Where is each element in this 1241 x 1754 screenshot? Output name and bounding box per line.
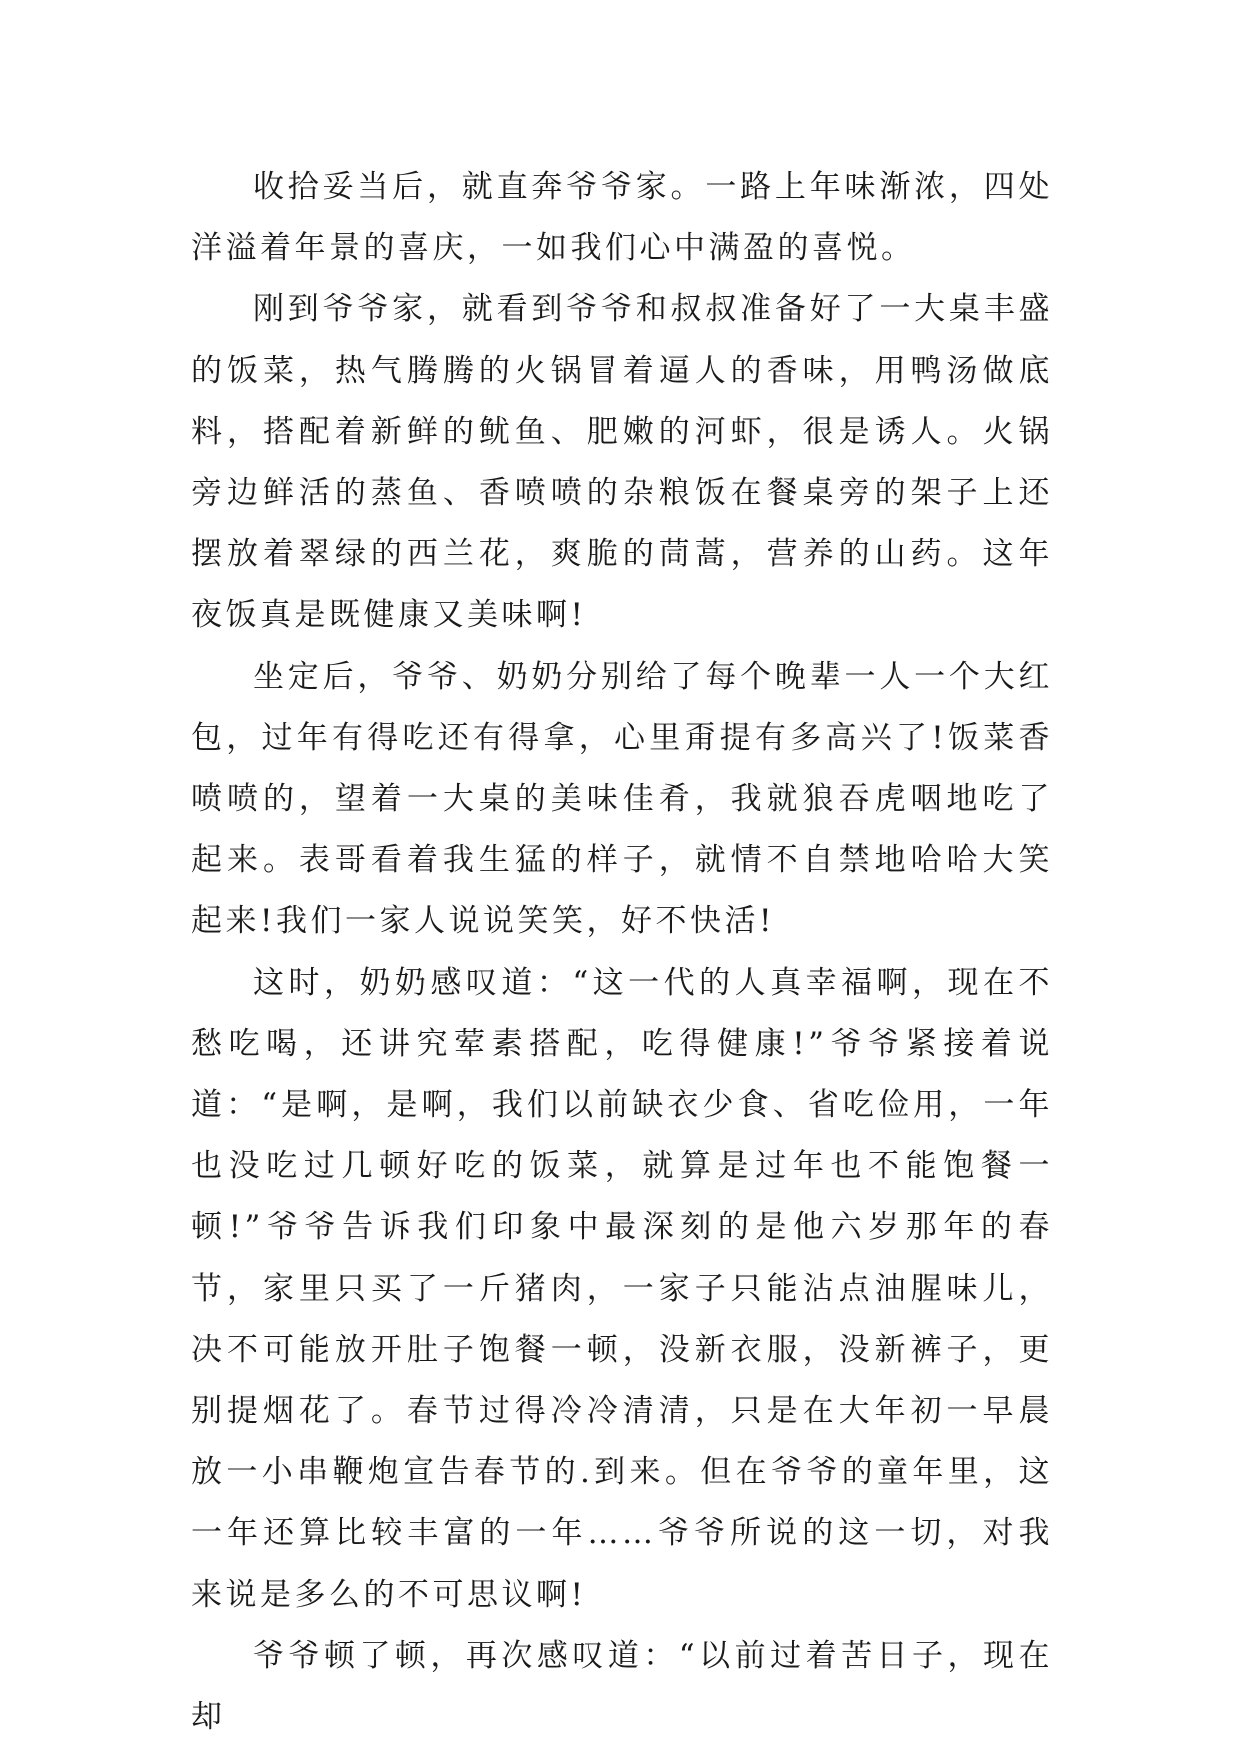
- document-body: [191, 157, 1053, 1748]
- paragraph: 刚到爷爷家，就看到爷爷和叔叔准备好了一大桌丰盛的饭菜，热气腾腾的火锅冒着逼人的香味，用鸭汤做底料，搭配着新鲜的鱿鱼、肥嫩的河虾，很是诱人。火锅旁边鲜活的蒸鱼、香喷喷的杂粮饭在餐桌旁的架子上还摆放着翠绿的西兰花，爽脆的茼蒿，营养的山药。这年夜饭真是既健康又美味啊!: [191, 291, 1053, 634]
- paragraph: 爷爷顿了顿，再次感叹道：“以前过着苦日子，现在却: [191, 1637, 1053, 1736]
- paragraph: 收拾妥当后，就直奔爷爷家。一路上年味渐浓，四处洋溢着年景的喜庆，一如我们心中满盈的喜悦。: [191, 169, 1053, 267]
- paragraph: 坐定后，爷爷、奶奶分别给了每个晚辈一人一个大红包，过年有得吃还有得拿，心里甭提有多高兴了!饭菜香喷喷的，望着一大桌的美味佳肴，我就狼吞虎咽地吃了起来。表哥看着我生猛的样子，就情不自禁地哈哈大笑起来!我们一家人说说笑笑，好不快活!: [191, 658, 1053, 940]
- paragraph: 这时，奶奶感叹道：“这一代的人真幸福啊，现在不愁吃喝，还讲究荤素搭配，吃得健康!”爷爷紧接着说道：“是啊，是啊，我们以前缺衣少食、省吃俭用，一年也没吃过几顿好吃的饭菜，就算是过年也不能饱餐一顿!”爷爷告诉我们印象中最深刻的是他六岁那年的春节，家里只买了一斤猪肉，一家子只能沾点油腥味儿，决不可能放开肚子饱餐一顿，没新衣服，没新裤子，更别提烟花了。春节过得冷冷清清，只是在大年初一早晨放一小串鞭炮宣告春节的.到来。但在爷爷的童年里，这一年还算比较丰富的一年……爷爷所说的这一切，对我来说是多么的不可思议啊!: [191, 964, 1053, 1613]
